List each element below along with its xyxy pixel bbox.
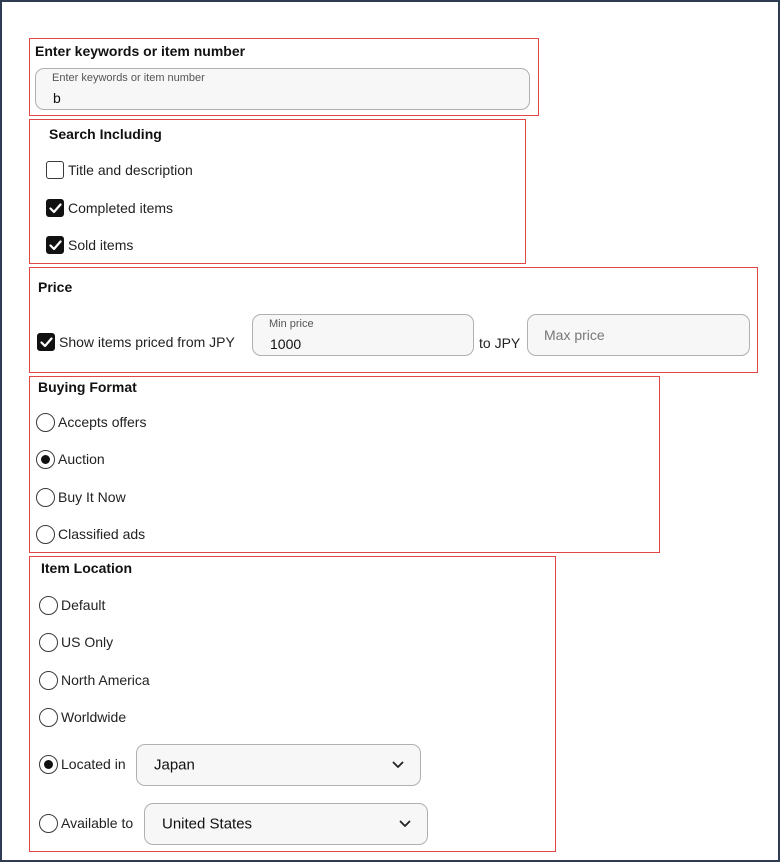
located-in-radio[interactable] (39, 753, 126, 775)
title-and-description-label: Title and description (68, 162, 193, 178)
completed-items-checkbox[interactable] (46, 197, 173, 219)
buy-it-now-radio[interactable] (36, 486, 126, 508)
us-only-radio[interactable] (39, 631, 113, 653)
radio-unselected-icon (39, 814, 58, 833)
show-items-priced-label: Show items priced from JPY (59, 334, 235, 350)
north-america-radio[interactable] (39, 669, 150, 691)
radio-unselected-icon (39, 671, 58, 690)
north-america-label: North America (61, 672, 150, 688)
available-to-select[interactable] (144, 803, 428, 845)
radio-unselected-icon (39, 708, 58, 727)
radio-unselected-icon (39, 596, 58, 615)
default-label: Default (61, 597, 106, 613)
sold-items-label: Sold items (68, 237, 134, 253)
completed-items-label: Completed items (68, 200, 174, 216)
buy-it-now-label: Buy It Now (58, 489, 126, 505)
max-price-placeholder: Max price (544, 327, 605, 343)
available-to-select-value: United States (162, 815, 253, 833)
max-price-input[interactable] (527, 314, 750, 356)
located-in-select[interactable] (136, 744, 421, 786)
auction-label: Auction (58, 451, 105, 467)
classified-ads-radio[interactable] (36, 523, 145, 545)
keywords-input-value: b (53, 90, 61, 106)
available-to-label: Available to (61, 815, 134, 831)
min-price-input[interactable] (252, 314, 474, 356)
search-including-heading: Search Including (49, 126, 162, 142)
located-in-label: Located in (61, 756, 126, 772)
worldwide-radio[interactable] (39, 706, 126, 728)
auction-radio[interactable] (36, 448, 105, 470)
min-price-value: 1000 (270, 336, 302, 352)
title-and-description-checkbox[interactable] (46, 159, 193, 181)
sold-items-checkbox[interactable] (46, 234, 133, 256)
checkmark-icon (46, 236, 64, 254)
chevron-down-icon (392, 756, 404, 774)
radio-unselected-icon (36, 488, 55, 507)
checkmark-icon (37, 333, 55, 351)
default-radio[interactable] (39, 594, 105, 616)
checkmark-icon (46, 199, 64, 217)
radio-unselected-icon (39, 633, 58, 652)
checkbox-unchecked-icon (46, 161, 64, 179)
price-heading: Price (38, 279, 73, 295)
keywords-input[interactable] (35, 68, 530, 110)
radio-selected-icon (36, 450, 55, 469)
accepts-offers-label: Accepts offers (58, 414, 147, 430)
min-price-label: Min price (269, 318, 314, 330)
radio-unselected-icon (36, 413, 55, 432)
worldwide-label: Worldwide (61, 709, 127, 725)
show-items-priced-checkbox[interactable] (37, 331, 235, 353)
keywords-input-label: Enter keywords or item number (52, 72, 205, 84)
radio-unselected-icon (36, 525, 55, 544)
to-jpy-label: to JPY (479, 335, 521, 351)
chevron-down-icon (399, 815, 411, 833)
accepts-offers-radio[interactable] (36, 411, 146, 433)
available-to-radio[interactable] (39, 812, 133, 834)
classified-ads-label: Classified ads (58, 526, 146, 542)
us-only-label: US Only (61, 634, 114, 650)
keywords-heading: Enter keywords or item number (35, 43, 246, 59)
item-location-heading: Item Location (41, 560, 133, 576)
located-in-select-value: Japan (154, 756, 195, 774)
buying-format-heading: Buying Format (38, 379, 137, 395)
radio-selected-icon (39, 755, 58, 774)
